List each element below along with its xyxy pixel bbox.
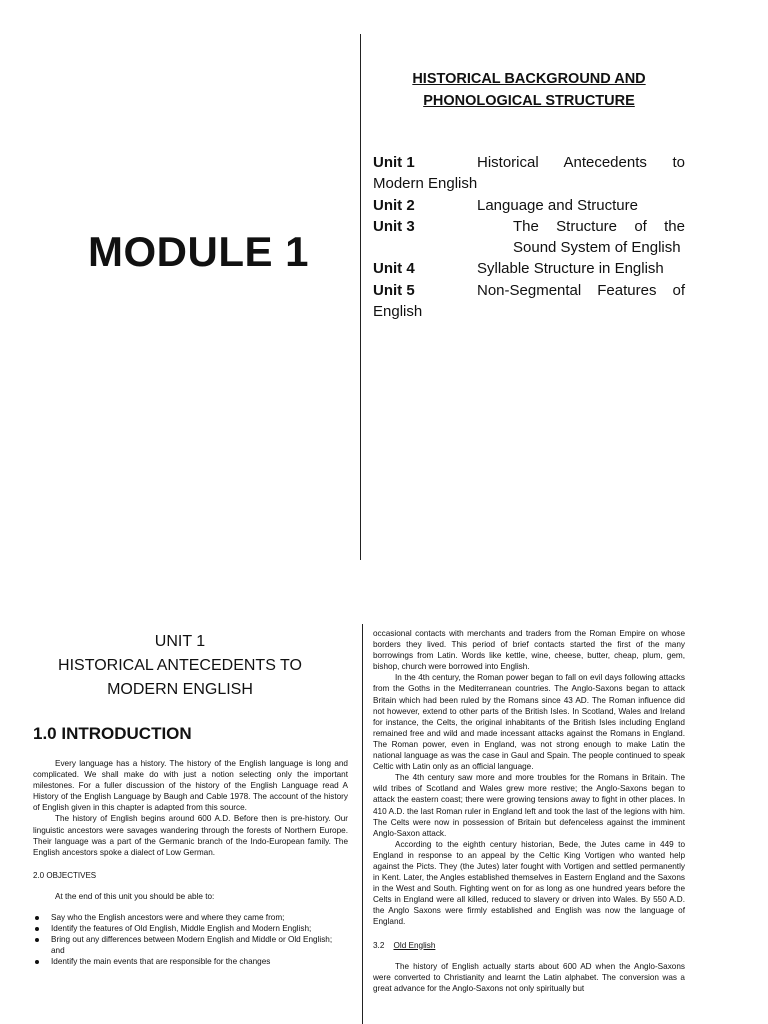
list-item: Bring out any differences between Modern English and Middle or Old English; and [33, 934, 348, 956]
unit-label: Unit 3 [373, 217, 415, 235]
module-heading-line-2: PHONOLOGICAL STRUCTURE [423, 93, 635, 109]
body-paragraph: According to the eighth century historian, Bede, the Jutes came in 449 to England in response to an appeal by the Celtic King Vortigen who wanted help against the Picts. They (the Jutes) later fought with Vortigen and settled permanently in Kent. Later, the Angles established themselves in Eastern England and the Saxons in the West and South. Fighting went on for as long as one hundred years before the Celts in England were all killed, reduced to slavery or driven into Wales. By 550 A.D. the Anglo Saxons were firmly established and English was now the language of England. [373, 839, 685, 927]
unit-list [373, 152, 685, 322]
list-item: Identify the main events that are responsible for the changes [33, 956, 348, 967]
section-title: Old English [393, 940, 436, 950]
body-paragraph: occasional contacts with merchants and traders from the Roman Empire on whose borders they lived. This period of brief contacts started the first of the many borrowings from Latin. Words like kettle, wine, cheese, butter, cheap, plum, gem, bishop, church were borrowed into English. [373, 629, 685, 672]
column-divider [362, 624, 363, 1024]
introduction-heading: 1.0 INTRODUCTION [33, 724, 192, 743]
unit-entry-4 [373, 258, 685, 279]
list-item: Identify the features of Old English, Middle English and Modern English; [33, 923, 348, 934]
objectives-heading: 2.0 OBJECTIVES [33, 870, 97, 880]
module-heading-line-1: HISTORICAL BACKGROUND AND [412, 71, 646, 87]
body-paragraph: The history of English actually starts about 600 AD when the Anglo-Saxons were converted to Christianity and learnt the Latin alphabet. The conversion was a great advance for the Anglo-Saxons not only spiritually but [373, 961, 685, 993]
unit-title: Historical Antecedents to Modern English [373, 154, 685, 193]
module-title: MODULE 1 [88, 228, 310, 275]
intro-paragraph: Every language has a history. The history of the English language is long and complicated. We shall make do with just a notion selecting only the important milestones. For a fuller discussion of the history of the English Language read A History of the English Language by Baugh and Cable 1978. The account of the history of English given in this chapter is adapted from this source. [33, 759, 348, 813]
objectives-list [33, 912, 348, 967]
module-heading [373, 68, 685, 112]
unit-label: Unit 4 [373, 260, 415, 278]
unit-entry-1 [373, 152, 685, 195]
unit-title: Language and Structure [477, 196, 638, 214]
unit-heading [40, 630, 320, 702]
column-divider [360, 34, 361, 560]
unit-entry-2 [373, 195, 685, 216]
unit-entry-3 [373, 216, 685, 259]
list-item: Say who the English ancestors were and where they came from; [33, 912, 348, 923]
left-column [33, 758, 348, 968]
unit-label: UNIT 1 [154, 633, 206, 650]
unit-label: Unit 2 [373, 196, 415, 214]
body-paragraph: In the 4th century, the Roman power began to fall on evil days following attacks from the Goths in the Mediterranean countries. The Anglo-Saxons began to attack Britain which had been ruled by the Romans since 43 AD. The Roman influence did not however, extend to other parts of the British Isles. In Scotland, Wales and Ireland for instance, the Celts, the original inhabitants of the British Isles including England remained free and wild and made incessant attacks against the Romans in England. The Roman power, even in England, was not strong enough to make Latin the national language as was the case in Gaul and Spain. The people continued to speak Celtic with Latin only as an official language. [373, 673, 685, 772]
section-number: 3.2 [373, 940, 385, 950]
unit-entry-5 [373, 280, 685, 323]
unit-label: Unit 5 [373, 281, 415, 299]
unit-title-line-1: HISTORICAL ANTECEDENTS TO [58, 657, 302, 674]
body-paragraph: The 4th century saw more and more troubles for the Romans in Britain. The wild tribes of Scotland and Wales grew more restive; the Anglo-Saxons began to attack the eastern coast; there were growing tensions away to fight in other places. In 410 A.D. the last Roman ruler in England left and took the last of the legions with him. The Celts were now in possession of Britain but defenceless against the imminent Anglo-Saxon attack. [373, 773, 685, 838]
unit-title: The Structure of the Sound System of English [513, 217, 685, 257]
unit-title-line-2: MODERN ENGLISH [107, 681, 253, 698]
old-english-heading [373, 940, 685, 951]
unit-label: Unit 1 [373, 154, 415, 171]
unit-page [0, 600, 768, 1024]
objectives-intro: At the end of this unit you should be able to: [55, 891, 215, 901]
intro-paragraph: The history of English begins around 600 A.D. Before then is pre-history. Our linguistic ancestors were savages wandering through the forests of Northern Europe. Their language was a part of the Germanic branch of the Indo-European family. The English ancestors spoke a dialect of Low German. [33, 814, 348, 857]
unit-title: Non-Segmental Features of English [373, 281, 685, 321]
unit-title: Syllable Structure in English [477, 260, 664, 278]
right-column [373, 628, 685, 994]
